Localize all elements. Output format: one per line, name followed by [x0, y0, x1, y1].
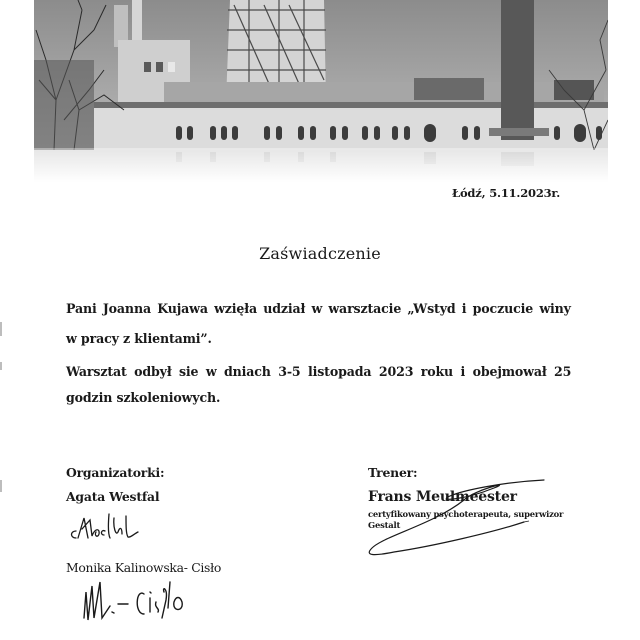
organizer-name-1: Agata Westfal	[66, 489, 160, 504]
paragraph-workshop-details-line1: Warsztat odbył sie w dniach 3-5 listopada 2023 roku i obejmował 25	[66, 364, 572, 379]
trainer-role: certyfikowany psychoterapeuta, superwizor Gestalt	[368, 509, 564, 530]
paragraph-workshop-details-line2: godzin szkoleniowych.	[66, 390, 221, 405]
paragraph-participation-line2: w pracy z klientami”.	[66, 331, 212, 346]
scan-edge-mark	[0, 322, 2, 336]
place-date: Łódź, 5.11.2023r.	[452, 186, 561, 200]
trainer-name: Frans Meulmeester	[368, 489, 517, 505]
signature-frans-meulmeester	[364, 474, 574, 560]
scan-edge-mark	[0, 480, 2, 492]
paragraph-participation-line1: Pani Joanna Kujawa wzięła udział w warsztacie „Wstyd i poczucie winy	[66, 301, 571, 316]
document-title: Zaświadczenie	[259, 244, 381, 263]
scan-edge-mark	[0, 362, 2, 370]
organizers-label: Organizatorki:	[66, 465, 165, 480]
signature-monika-kalinowska-cislo	[78, 578, 188, 638]
trainer-label: Trener:	[368, 465, 418, 480]
header-photo	[34, 0, 608, 182]
organizer-name-2: Monika Kalinowska- Cisło	[66, 560, 221, 575]
signature-agata-westfal	[68, 512, 152, 546]
